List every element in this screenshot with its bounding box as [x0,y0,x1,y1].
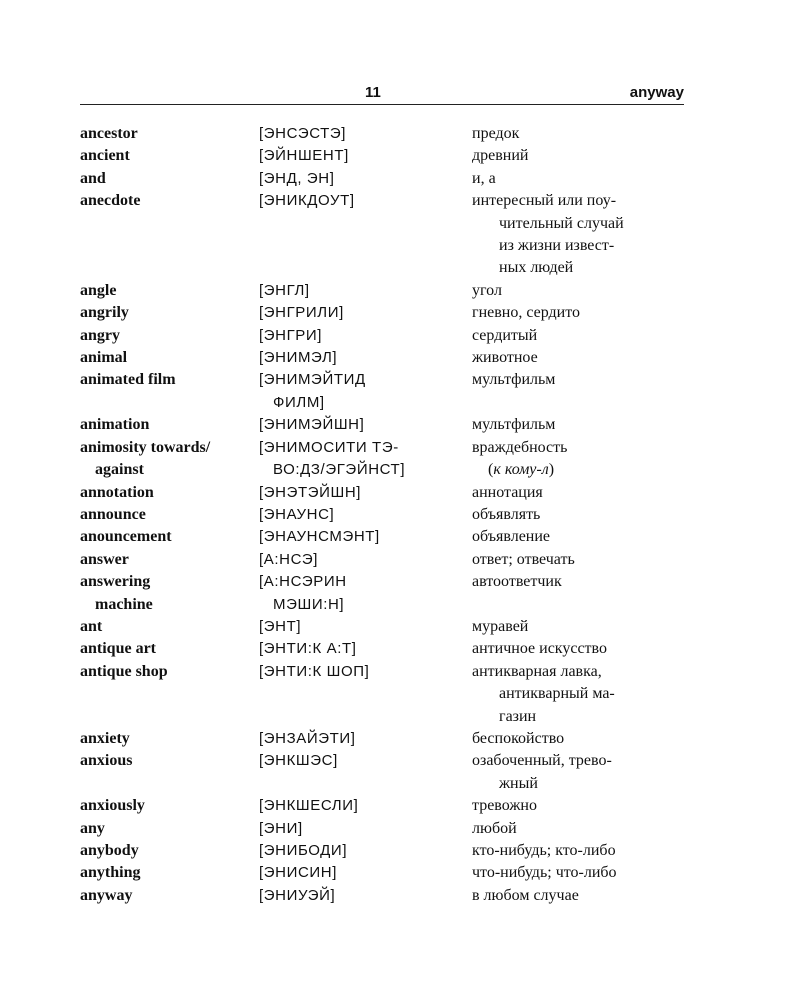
headword-line: ancestor [80,125,138,142]
usage-note: к кому-л [493,461,549,479]
headword [80,750,259,795]
pronunciation [259,638,472,660]
headword-line: anouncement [80,528,172,546]
headword-line: anybody [80,842,139,859]
headword-line: angle [80,281,117,299]
headword-line: anxious [80,752,133,770]
headword-line: anyway [80,886,133,904]
headword [80,369,259,414]
pronunciation-line: [ЭНКШЕСЛИ] [259,797,359,815]
dictionary-entry [80,369,700,414]
pronunciation-line: [А:НСЭРИН [259,573,347,591]
translation [472,414,700,436]
headword-line: angrily [80,304,129,322]
translation-line: и, а [472,169,496,187]
translation-line: древний [472,147,529,165]
dictionary-entry [80,482,700,504]
headword [80,168,259,190]
headword [80,616,259,638]
pronunciation [259,750,472,795]
dictionary-entry [80,728,700,750]
translation [472,347,700,369]
dictionary-entry [80,616,700,638]
pronunciation [259,885,472,907]
headword [80,795,259,817]
pronunciation [259,862,472,884]
running-head: anyway [629,84,684,101]
pronunciation [259,504,472,526]
translation-line: газин [499,707,537,725]
translation [472,638,700,660]
headword-line: answer [80,550,129,568]
pronunciation-line: [ЭНТИ:К ШОП] [259,662,370,680]
headword [80,549,259,571]
headword-line: machine [95,595,153,613]
headword-line: anything [80,864,141,882]
headword [80,325,259,347]
headword-line: anxiously [80,797,145,815]
pronunciation-line: [ЭНЭТЭЙШН] [259,483,362,501]
headword [80,840,259,862]
translation-line: чительный случай [499,214,624,232]
translation-line: античное искусство [472,640,607,658]
translation [472,526,700,548]
translation [472,661,700,728]
translation-line: антикварная лавка, [472,662,602,680]
translation-line: интересный или поу- [472,192,617,210]
translation-line: ответ; отвечать [472,550,575,568]
pronunciation [259,302,472,324]
headword [80,504,259,526]
dictionary-entry [80,862,700,884]
pronunciation [259,818,472,840]
translation-line: беспокойство [472,729,565,747]
headword [80,862,259,884]
dictionary-entry [80,638,700,660]
translation-line: автоответчик [472,573,562,591]
dictionary-entry [80,123,700,145]
pronunciation-line: [ЭНАУНСМЭНТ] [259,528,380,546]
translation [472,145,700,167]
translation [472,123,700,145]
headword-line: annotation [80,483,154,501]
translation [472,302,700,324]
headword [80,661,259,728]
translation-line: угол [472,281,502,299]
pronunciation-line: [ЭНКШЭС] [259,752,338,770]
page-number: 11 [365,84,381,101]
pronunciation [259,795,472,817]
translation [472,369,700,414]
pronunciation-line: МЭШИ:Н] [273,595,345,613]
translation [472,437,700,482]
headword-line: announce [80,505,146,523]
headword [80,571,259,616]
dictionary-entry [80,325,700,347]
pronunciation-line: [ЭЙНШЕНТ] [259,147,349,165]
pronunciation-line: [ЭНТ] [259,617,302,635]
translation-line: (к кому-л) [488,461,555,479]
pronunciation [259,280,472,302]
translation-line: объявлять [472,505,541,523]
pronunciation [259,482,472,504]
translation [472,750,700,795]
translation [472,571,700,616]
pronunciation-line: [ЭНИМЭЛ] [259,349,338,367]
translation [472,504,700,526]
translation-line: жный [499,774,538,792]
pronunciation-line: [ЭНГРИ] [259,326,323,344]
dictionary-entry [80,302,700,324]
translation-line: в любом случае [472,886,579,904]
dictionary-entry [80,885,700,907]
headword [80,526,259,548]
pronunciation [259,414,472,436]
pronunciation-line: [ЭНГЛ] [259,281,310,299]
translation-line: объявление [472,528,551,546]
dictionary-entry [80,280,700,302]
headword [80,145,259,167]
dictionary-entry [80,549,700,571]
headword-line: ancient [80,147,130,165]
headword [80,638,259,660]
headword [80,414,259,436]
headword-line: animated film [80,371,176,389]
pronunciation-line: [ЭНИСИН] [259,864,337,882]
translation-line: аннотация [472,483,543,501]
headword-line: animal [80,349,128,367]
headword [80,123,259,145]
translation [472,728,700,750]
page-header [80,84,684,105]
headword [80,818,259,840]
translation-line: мультфильм [472,371,556,389]
dictionary-entry [80,168,700,190]
headword-line: antique art [80,640,156,658]
translation [472,325,700,347]
headword [80,280,259,302]
pronunciation-line: [ЭНИ] [259,819,303,837]
translation [472,549,700,571]
translation-line: озабоченный, трево- [472,752,612,770]
headword [80,728,259,750]
translation-line: предок [472,125,520,142]
pronunciation-line: [ЭНЗАЙЭТИ] [259,729,356,747]
pronunciation [259,325,472,347]
pronunciation [259,661,472,728]
headword [80,437,259,482]
dictionary-entry [80,750,700,795]
pronunciation-line: [ЭНГРИЛИ] [259,304,344,322]
translation-line: любой [472,819,517,837]
dictionary-entry [80,795,700,817]
translation [472,482,700,504]
dictionary-entry [80,818,700,840]
translation-line: муравей [472,617,529,635]
translation-line: что-нибудь; что-либо [472,864,617,882]
translation-line: антикварный ма- [499,685,615,703]
pronunciation [259,437,472,482]
dictionary-entry [80,190,700,280]
translation-line: гневно, сердито [472,304,581,322]
dictionary-entry [80,661,700,728]
translation [472,280,700,302]
pronunciation [259,190,472,280]
translation-line: из жизни извест- [499,237,615,255]
pronunciation [259,571,472,616]
headword-line: anxiety [80,729,130,747]
headword-line: animosity towards/ [80,438,211,456]
headword-line: answering [80,573,151,591]
headword-line: and [80,169,106,187]
pronunciation-line: [ЭНТИ:К А:Т] [259,640,357,658]
translation [472,616,700,638]
pronunciation-line: [ЭНСЭСТЭ] [259,125,347,142]
pronunciation-line: ФИЛМ] [273,393,325,411]
pronunciation-line: ВО:ДЗ/ЭГЭЙНСТ] [273,461,406,479]
pronunciation [259,526,472,548]
dictionary-entry [80,437,700,482]
headword-line: ant [80,617,103,635]
translation-line: кто-нибудь; кто-либо [472,842,616,859]
translation-line: тревожно [472,797,537,815]
headword-line: animation [80,416,150,434]
pronunciation-line: [ЭНИМОСИТИ ТЭ- [259,438,399,456]
pronunciation [259,840,472,862]
headword-line: antique shop [80,662,168,680]
dictionary-entry [80,504,700,526]
translation [472,840,700,862]
pronunciation-line: [ЭНИМЭЙШН] [259,416,365,434]
pronunciation [259,369,472,414]
pronunciation-line: [ЭНД, ЭН] [259,169,335,187]
translation [472,190,700,280]
pronunciation [259,347,472,369]
pronunciation [259,123,472,145]
dictionary-entry [80,840,700,862]
translation-line: сердитый [472,326,538,344]
pronunciation [259,145,472,167]
headword [80,190,259,280]
dictionary-entries [80,123,700,907]
translation [472,862,700,884]
translation-line: ных людей [499,259,574,277]
dictionary-entry [80,414,700,436]
headword [80,482,259,504]
pronunciation-line: [ЭНИУЭЙ] [259,886,336,904]
translation [472,795,700,817]
pronunciation-line: [ЭНИБОДИ] [259,842,348,859]
pronunciation-line: [ЭНИКДОУТ] [259,192,355,210]
dictionary-entry [80,347,700,369]
headword [80,347,259,369]
pronunciation-line: [ЭНАУНС] [259,505,335,523]
translation [472,818,700,840]
headword-line: any [80,819,105,837]
headword [80,302,259,324]
headword [80,885,259,907]
pronunciation [259,549,472,571]
pronunciation [259,616,472,638]
dictionary-entry [80,526,700,548]
headword-line: angry [80,326,120,344]
translation [472,885,700,907]
pronunciation-line: [ЭНИМЭЙТИД [259,371,366,389]
dictionary-entry [80,145,700,167]
headword-line: anecdote [80,192,141,210]
dictionary-entry [80,571,700,616]
pronunciation [259,168,472,190]
translation-line: враждебность [472,438,568,456]
translation [472,168,700,190]
translation-line: животное [472,349,538,367]
translation-line: мультфильм [472,416,556,434]
pronunciation [259,728,472,750]
pronunciation-line: [А:НСЭ] [259,550,318,568]
headword-line: against [95,461,144,479]
